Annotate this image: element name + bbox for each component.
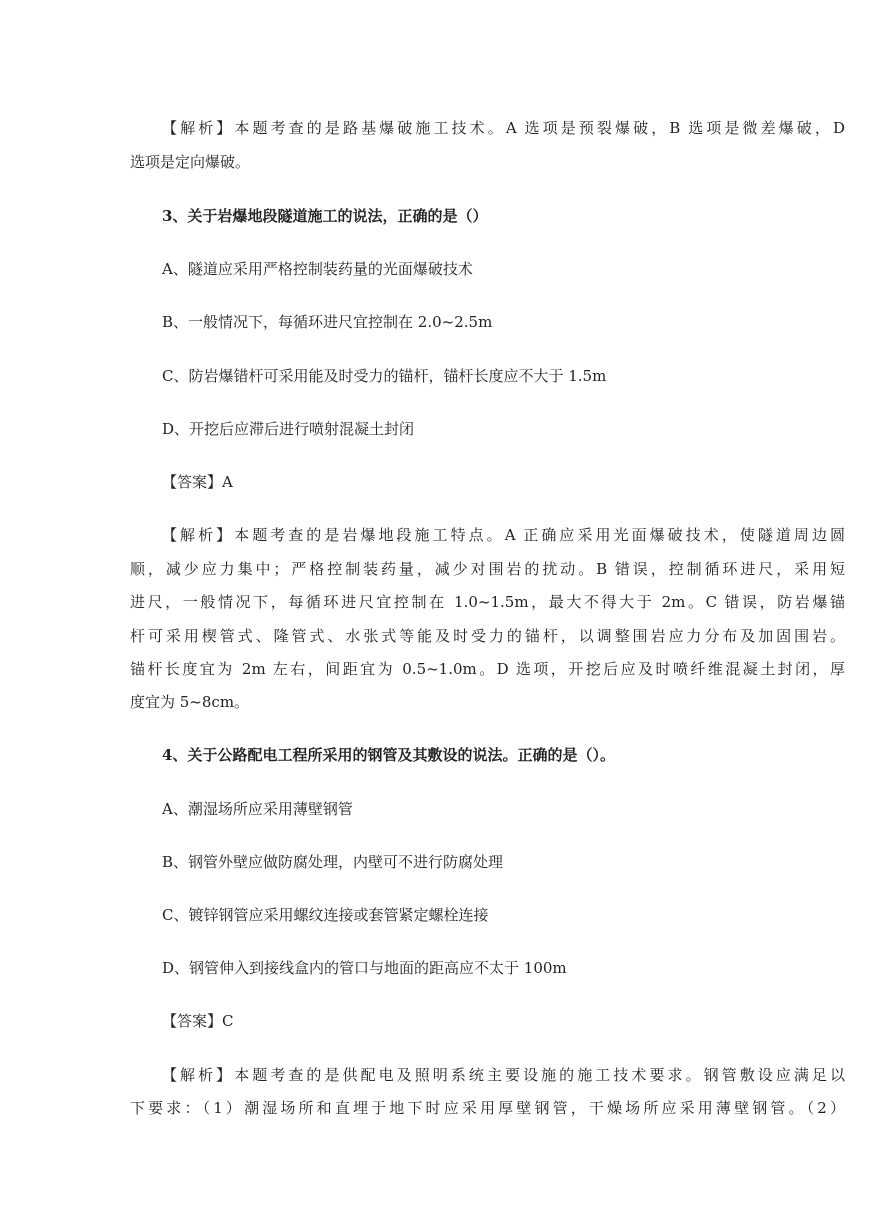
q3-option-a: A、隧道应采用严格控制装药量的光面爆破技术 xyxy=(162,260,473,278)
q3-analysis-line-4: 杆可采用楔管式、隆管式、水张式等能及时受力的锚杆，以调整围岩应力分布及加固围岩。 xyxy=(130,627,845,645)
q3-option-c: C、防岩爆错杆可采用能及时受力的锚杆，锚杆长度应不大于 1.5m xyxy=(162,367,607,385)
q4-option-a: A、潮湿场所应采用薄壁钢管 xyxy=(162,800,353,818)
q3-analysis-line-2: 顺，减少应力集中；严格控制装药量，减少对围岩的扰动。B 错误，控制循环进尺，采用短 xyxy=(130,560,845,578)
analysis-line-1: 【解析】本题考查的是路基爆破施工技术。A 选项是预裂爆破，B 选项是微差爆破，D xyxy=(162,119,845,137)
q3-analysis-line-1: 【解析】本题考查的是岩爆地段施工特点。A 正确应采用光面爆破技术，使隧道周边圆 xyxy=(162,526,845,544)
q3-analysis-line-5: 锚杆长度宜为 2m 左右，间距宜为 0.5~1.0m。D 选项，开挖后应及时喷纤维混凝土封闭，厚 xyxy=(130,660,845,678)
q4-answer: 【答案】C xyxy=(162,1012,234,1030)
analysis-line-2: 选项是定向爆破。 xyxy=(130,153,251,171)
question-4-title: 4、关于公路配电工程所采用的钢管及其敷设的说法。正确的是（）。 xyxy=(162,746,615,764)
q4-analysis-line-1: 【解析】本题考查的是供配电及照明系统主要设施的施工技术要求。钢管敷设应满足以 xyxy=(162,1066,845,1084)
q3-option-d: D、开挖后应滞后进行喷射混凝土封闭 xyxy=(162,420,415,438)
question-3-title: 3、关于岩爆地段隧道施工的说法，正确的是（） xyxy=(162,207,488,225)
q3-answer: 【答案】A xyxy=(162,473,233,491)
q4-option-b: B、钢管外壁应做防腐处理，内壁可不进行防腐处理 xyxy=(162,853,504,871)
q3-option-b: B、一般情况下，每循环进尺宜控制在 2.0~2.5m xyxy=(162,313,493,331)
q3-analysis-line-6: 度宜为 5~8cm。 xyxy=(130,693,250,711)
q4-analysis-line-2: 下要求：（1）潮湿场所和直埋于地下时应采用厚壁钢管，干燥场所应采用薄壁钢管。（2） xyxy=(130,1099,845,1117)
q3-analysis-line-3: 进尺，一般情况下，每循环进尺宜控制在 1.0~1.5m，最大不得大于 2m。C 错误，防岩爆锚 xyxy=(130,593,845,611)
q4-option-c: C、镀锌钢管应采用螺纹连接或套管紧定螺栓连接 xyxy=(162,906,489,924)
q4-option-d: D、钢管伸入到接线盒内的管口与地面的距高应不太于 100m xyxy=(162,959,567,977)
